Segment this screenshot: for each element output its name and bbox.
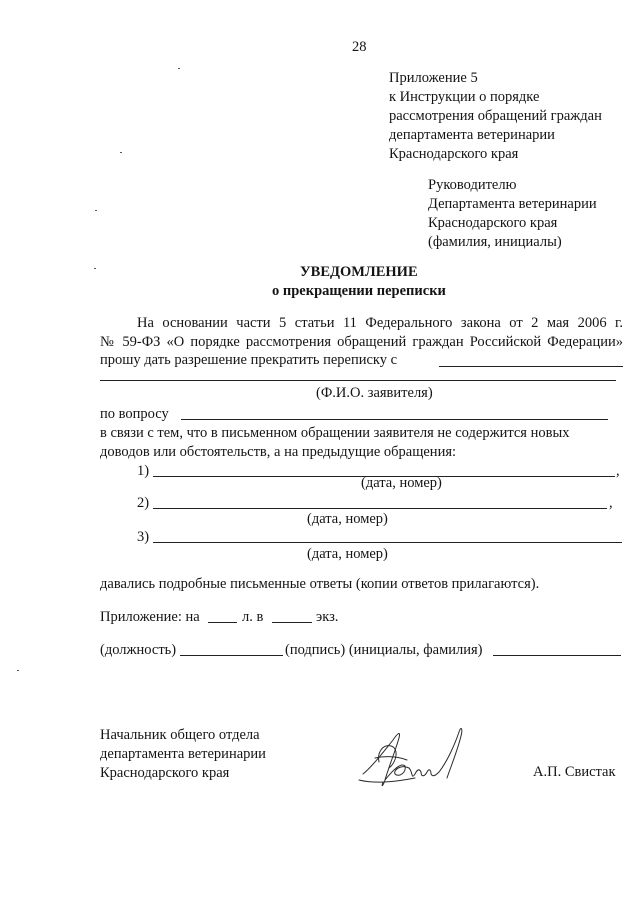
appendix-line: Краснодарского края: [389, 146, 519, 162]
body-line: На основании части 5 статьи 11 Федерального закона от 2 мая 2006 г.: [137, 315, 623, 331]
addressee-name-caption: (фамилия, инициалы): [428, 234, 562, 250]
item-number: 2): [137, 495, 150, 511]
appendix-line: к Инструкции о порядке: [389, 89, 540, 105]
question-label: по вопросу: [100, 406, 169, 422]
item-number: 1): [137, 463, 150, 479]
footer-line: департамента ветеринарии: [100, 746, 266, 762]
date-caption: (дата, номер): [361, 475, 442, 491]
body-line: прошу дать разрешение прекратить переписку с: [100, 352, 398, 368]
reason-line: доводов или обстоятельств, а на предыдущие обращения:: [100, 444, 457, 460]
addressee-line: Департамента ветеринарии: [428, 196, 597, 212]
applicant-name-field-continued: [100, 380, 616, 381]
document-title: УВЕДОМЛЕНИЕ: [300, 264, 418, 280]
date-caption: (дата, номер): [307, 546, 388, 562]
appendix-line: Приложение 5: [389, 70, 478, 86]
handwritten-signature: [355, 722, 470, 794]
applicant-name-field: [439, 366, 623, 367]
addressee-line: Руководителю: [428, 177, 517, 193]
item-field: [153, 542, 622, 543]
scan-speck: [120, 152, 122, 153]
scan-speck: [94, 268, 96, 269]
attachment-suffix: экз.: [316, 609, 339, 625]
footer-line: Краснодарского края: [100, 765, 230, 781]
attachment-copies-field: [272, 622, 312, 623]
appendix-line: рассмотрения обращений граждан: [389, 108, 602, 124]
question-field: [181, 419, 608, 420]
scan-speck: [95, 210, 97, 211]
signature-field: [493, 655, 621, 656]
footer-line: Начальник общего отдела: [100, 727, 260, 743]
attachment-prefix: Приложение: на: [100, 609, 200, 625]
attachment-pages-field: [208, 622, 237, 623]
date-caption: (дата, номер): [307, 511, 388, 527]
page-number: 28: [352, 39, 367, 55]
addressee-line: Краснодарского края: [428, 215, 558, 231]
scan-speck: [17, 670, 19, 671]
reason-line: в связи с тем, что в письменном обращении заявителя не содержится новых: [100, 425, 570, 441]
item-comma: ,: [616, 463, 620, 479]
scan-speck: [178, 68, 180, 69]
item-number: 3): [137, 529, 150, 545]
signature-label: (подпись) (инициалы, фамилия): [285, 642, 483, 658]
body-line: № 59-ФЗ «О порядке рассмотрения обращений граждан Российской Федерации»: [100, 334, 623, 350]
attachment-middle: л. в: [242, 609, 264, 625]
item-comma: ,: [609, 495, 613, 511]
item-field: [153, 508, 607, 509]
applicant-caption: (Ф.И.О. заявителя): [316, 385, 433, 401]
appendix-line: департамента ветеринарии: [389, 127, 555, 143]
answers-line: давались подробные письменные ответы (копии ответов прилагаются).: [100, 576, 540, 592]
signatory-name: А.П. Свистак: [533, 764, 616, 780]
document-subtitle: о прекращении переписки: [272, 283, 446, 299]
position-field: [180, 655, 283, 656]
position-label: (должность): [100, 642, 177, 658]
